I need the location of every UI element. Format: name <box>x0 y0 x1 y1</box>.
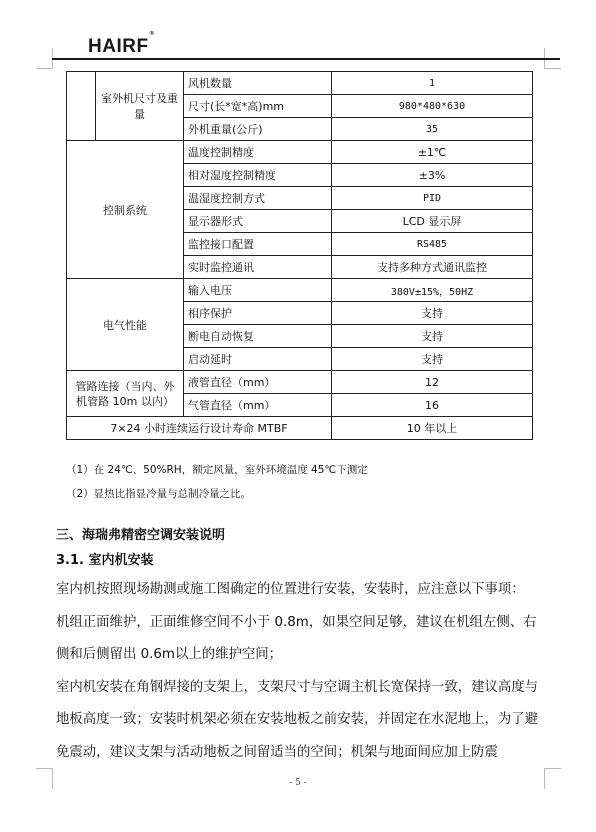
item-cell: 风机数量 <box>184 72 332 95</box>
value-cell: 35 <box>332 118 533 141</box>
header-rule <box>52 58 560 60</box>
note-line: （2）显热比指显冷量与总制冷量之比。 <box>66 488 252 500</box>
body-text <box>56 574 546 769</box>
table-row <box>67 279 533 302</box>
brand-logo-text: HAIRF <box>88 36 149 57</box>
mtbf-label-cell: 7×24 小时连续运行设计寿命 MTBF <box>67 417 332 440</box>
value-cell: ±1℃ <box>332 141 533 164</box>
crop-mark-top-left <box>36 48 53 69</box>
item-cell: 液管直径（mm） <box>184 371 332 394</box>
spec-table <box>66 71 533 440</box>
group-cell: 控制系统 <box>67 141 184 279</box>
note-line: （1）在 24℃、50%RH，额定风量，室外环境温度 45℃下测定 <box>66 464 368 476</box>
value-cell: 支持 <box>332 325 533 348</box>
item-cell: 尺寸(长*宽*高)mm <box>184 95 332 118</box>
table-cell-blank <box>67 72 96 141</box>
item-cell: 输入电压 <box>184 279 332 302</box>
item-cell: 实时监控通讯 <box>184 256 332 279</box>
value-cell: 980*480*630 <box>332 95 533 118</box>
item-cell: 温湿度控制方式 <box>184 187 332 210</box>
table-row <box>67 417 533 440</box>
item-cell: 相序保护 <box>184 302 332 325</box>
subsection-title: 3.1. 室内机安装 <box>56 553 154 568</box>
value-cell: ±3% <box>332 164 533 187</box>
table-notes <box>66 458 368 506</box>
item-cell: 相对湿度控制精度 <box>184 164 332 187</box>
page-number: - 5 - <box>289 778 307 788</box>
item-cell: 显示器形式 <box>184 210 332 233</box>
item-cell: 外机重量(公斤) <box>184 118 332 141</box>
paragraph: 室内机安装在角钢焊接的支架上，支架尺寸与空调主机长宽保持一致，建议高度与地板高度一致；安装时机架必须在安装地板之前安装，并固定在水泥地上，为了避免震动，建议支架与活动地板之间留适当的空间；机架与地面间应加上防震 <box>56 679 539 760</box>
value-cell: 16 <box>332 394 533 417</box>
paragraph: 室内机按照现场勘测或施工图确定的位置进行安装，安装时，应注意以下事项： <box>56 582 525 597</box>
registered-mark: ® <box>149 30 155 37</box>
value-cell: PID <box>332 187 533 210</box>
table-row <box>67 72 533 95</box>
group-cell: 管路连接（当内、外机管路 10m 以内） <box>67 371 184 417</box>
value-cell: 380V±15%，50HZ <box>332 279 533 302</box>
group-cell: 室外机尺寸及重量 <box>96 72 184 141</box>
item-cell: 气管直径（mm） <box>184 394 332 417</box>
group-cell: 电气性能 <box>67 279 184 371</box>
value-cell: 1 <box>332 72 533 95</box>
mtbf-value-cell: 10 年以上 <box>332 417 533 440</box>
value-cell: 支持 <box>332 348 533 371</box>
value-cell: LCD 显示屏 <box>332 210 533 233</box>
item-cell: 启动延时 <box>184 348 332 371</box>
value-cell: 12 <box>332 371 533 394</box>
item-cell: 温度控制精度 <box>184 141 332 164</box>
item-cell: 监控接口配置 <box>184 233 332 256</box>
value-cell: 支持多种方式通讯监控 <box>332 256 533 279</box>
item-cell: 断电自动恢复 <box>184 325 332 348</box>
brand-logo <box>88 30 155 58</box>
value-cell: RS485 <box>332 233 533 256</box>
value-cell: 支持 <box>332 302 533 325</box>
section-title: 三、海瑞弗精密空调安装说明 <box>56 528 226 543</box>
table-row <box>67 141 533 164</box>
table-row <box>67 371 533 394</box>
paragraph: 机组正面维护，正面维修空间不小于 0.8m，如果空间足够，建议在机组左侧、右侧和后侧留出 0.6m以上的维护空间； <box>56 614 537 662</box>
